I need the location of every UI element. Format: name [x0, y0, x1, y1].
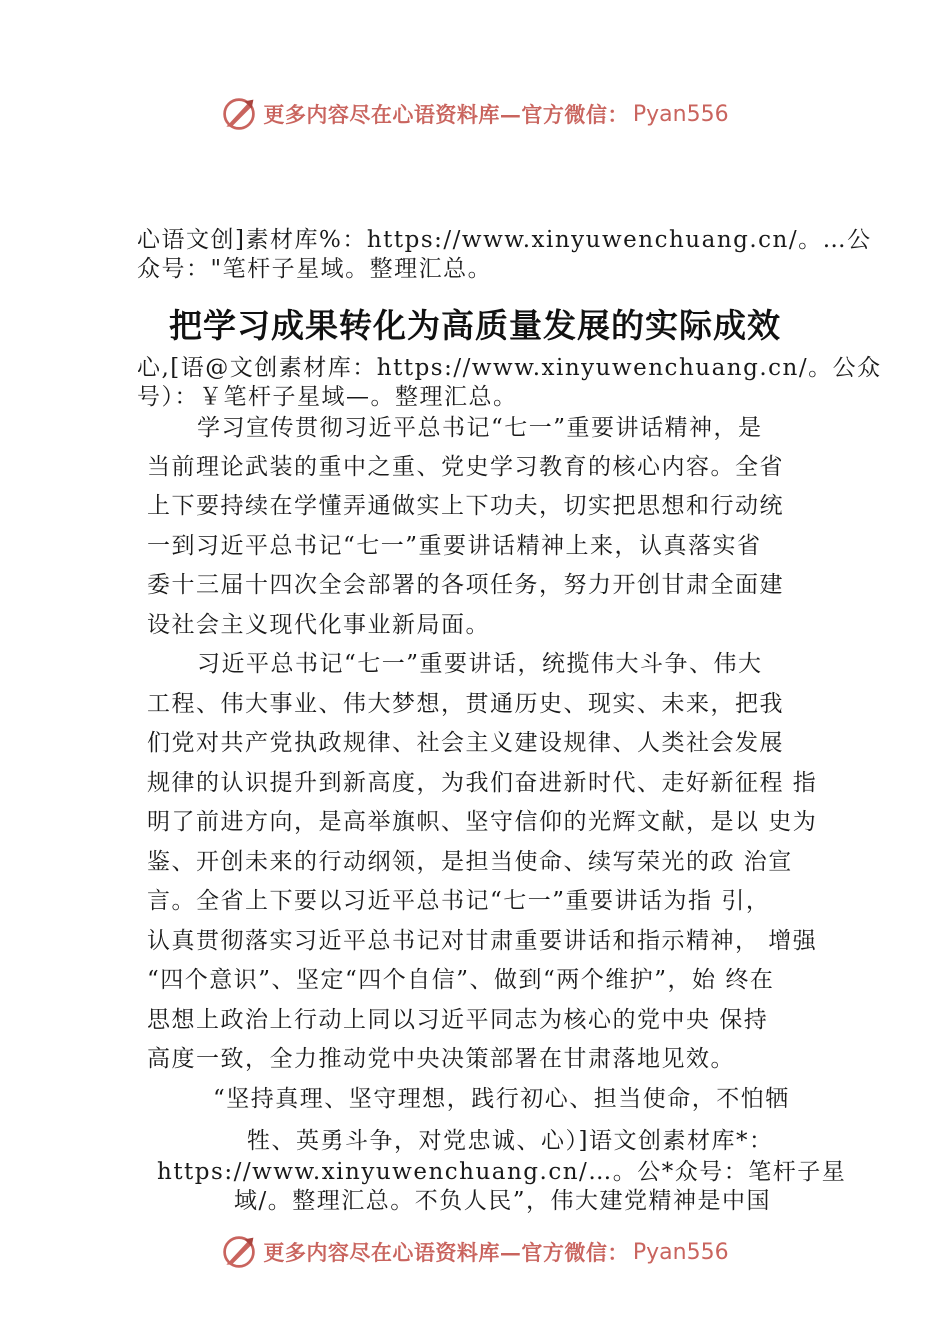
- text-line: 委十三届十四次全会部署的各项任务，努力开创甘肃全面建: [147, 572, 784, 598]
- intro-line: 心语文创]素材库%：https://www.xinyuwenchuang.cn/。…公: [137, 227, 872, 253]
- text-line: 上下要持续在学懂弄通做实上下功夫，切实把思想和行动统: [147, 493, 784, 519]
- text-line: 言。全省上下要以习近平总书记“七一”重要讲话为指 引，: [147, 888, 771, 914]
- text-line: 设社会主义现代化事业新局面。: [147, 612, 490, 638]
- text-line: 牲、英勇斗争，对党忠诚、心）]语文创素材库*：: [247, 1128, 774, 1154]
- text-line: 一到习近平总书记“七一”重要讲话精神上来，认真落实省: [147, 533, 762, 559]
- intro-line: 众号："笔杆子星域。整理汇总。: [137, 256, 493, 282]
- banner-text: 更多内容尽在心语资料库—官方微信：: [263, 102, 629, 127]
- text-line: 规律的认识提升到新高度，为我们奋进新时代、走好新征程 指: [147, 770, 818, 796]
- text-line: “四个意识”、坚定“四个自信”、做到“两个维护”，始 终在: [147, 967, 775, 993]
- text-line: 习近平总书记“七一”重要讲话，统揽伟大斗争、伟大: [197, 651, 763, 677]
- quill-logo-icon: [221, 1234, 257, 1270]
- text-line: 工程、伟大事业、伟大梦想，贯通历史、现实、未来，把我: [147, 691, 784, 717]
- page-title: 把学习成果转化为高质量发展的实际成效: [169, 306, 781, 345]
- banner-wechat-id: Pyan556: [632, 1239, 729, 1265]
- text-line: “坚持真理、坚守理想，践行初心、担当使命，不怕牺: [213, 1086, 790, 1112]
- text-line: 当前理论武装的重中之重、党史学习教育的核心内容。全省: [147, 454, 784, 480]
- text-line: 认真贯彻落实习近平总书记对甘肃重要讲话和指示精神， 增强: [147, 928, 818, 954]
- footer-banner: [0, 1232, 950, 1272]
- text-line: 明了前进方向，是高举旗帜、坚守信仰的光辉文献，是以 史为: [147, 809, 818, 835]
- text-line: 鉴、开创未来的行动纲领，是担当使命、续写荣光的政 治宣: [147, 849, 793, 875]
- text-line: 思想上政治上行动上同以习近平同志为核心的党中央 保持: [147, 1007, 769, 1033]
- text-line: 们党对共产党执政规律、社会主义建设规律、人类社会发展: [147, 730, 784, 756]
- quill-logo-icon: [221, 96, 257, 132]
- text-line: 域/。整理汇总。不负人民”，伟大建党精神是中国: [234, 1188, 772, 1214]
- banner-wechat-id: Pyan556: [632, 101, 729, 127]
- text-line: https://www.xinyuwenchuang.cn/…。公*众号：笔杆子星: [157, 1159, 847, 1185]
- subintro-line: 心,[语@文创素材库：https://www.xinyuwenchuang.cn/。公众: [137, 355, 882, 381]
- text-line: 高度一致，全力推动党中央决策部署在甘肃落地见效。: [147, 1046, 735, 1072]
- banner-text: 更多内容尽在心语资料库—官方微信：: [263, 1240, 629, 1265]
- text-line: 学习宣传贯彻习近平总书记“七一”重要讲话精神，是: [197, 415, 763, 441]
- subintro-line: 号）：￥笔杆子星域—。整理汇总。: [137, 384, 518, 410]
- header-banner: [0, 94, 950, 134]
